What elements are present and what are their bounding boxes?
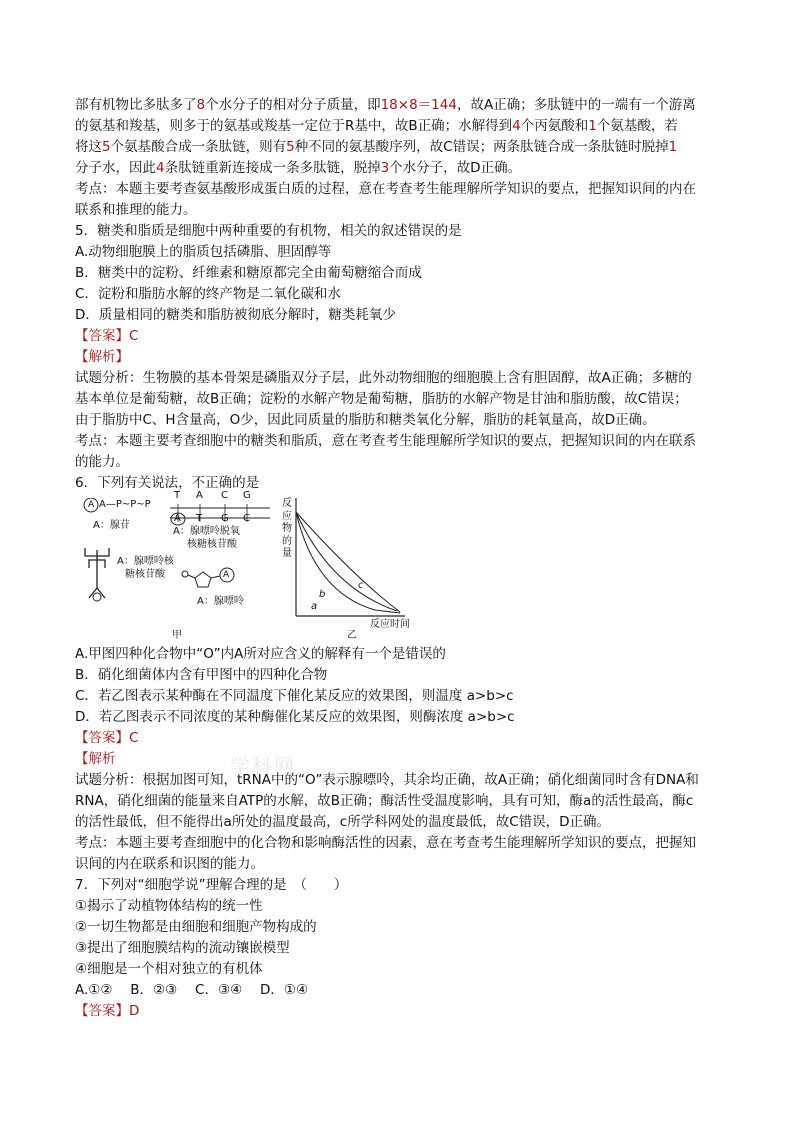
text-segment: ③提出了细胞膜结构的流动镶嵌模型	[75, 940, 290, 956]
text-segment: ①揭示了动植物体结构的统一性	[75, 898, 263, 914]
graph-y-label: 反 应 物 的 量	[282, 498, 292, 559]
text-segment: 5	[286, 139, 295, 155]
text-line	[75, 200, 725, 221]
pentose-shape	[195, 572, 211, 587]
text-line	[75, 431, 725, 452]
text-segment: 个氨基酸合成一条肽链，则有	[110, 139, 287, 155]
text-segment: 条肽链重新连接成一条多肽链，脱掉	[164, 160, 381, 176]
text-segment: D．若乙图表示不同浓度的某种酶催化某反应的效果图，则酶浓度 a>b>c	[75, 709, 515, 725]
atp-formula: A—P~P~P	[99, 499, 151, 510]
analysis-q4-continued	[75, 95, 725, 221]
document-body	[75, 95, 725, 1022]
text-line	[75, 410, 725, 431]
text-line	[75, 452, 725, 473]
text-line	[75, 116, 725, 137]
curve-b	[296, 512, 397, 611]
text-segment: 识间的内在联系和识图的能力。	[75, 856, 264, 872]
text-line	[75, 959, 725, 980]
text-segment: B．糖类中的淀粉、纤维素和糖原都完全由葡萄糖缩合而成	[75, 265, 422, 281]
text-segment: 18×8＝144	[380, 97, 457, 113]
atp-caption: A：腺苷	[93, 520, 130, 531]
text-segment: 的氨基和羧基，则多于的氨基或羧基一定位于R基中，故B正确；水解得到	[75, 118, 513, 134]
text-segment: 4	[512, 118, 521, 134]
text-line	[75, 875, 725, 896]
graph-x-label: 反应时间	[370, 619, 410, 630]
text-line	[75, 179, 725, 200]
text-line	[75, 242, 725, 263]
text-segment: ，故A正确；多肽链中的一端有一个游离	[456, 97, 696, 113]
text-segment: 分子水，因此	[75, 160, 156, 176]
text-segment: 个水分子，故D正确。	[389, 160, 522, 176]
text-segment: 6．下列有关说法，不正确的是	[75, 475, 260, 491]
text-line	[75, 1001, 725, 1022]
dna-base-top: C	[221, 490, 228, 501]
text-line	[75, 980, 725, 1001]
text-segment: 【解析	[75, 751, 116, 767]
text-line	[75, 665, 725, 686]
text-line	[75, 728, 725, 749]
text-segment: D．质量相同的糖类和脂肪被彻底分解时，糖类耗氧少	[75, 307, 396, 323]
text-line	[75, 305, 725, 326]
trna-caption-1: A：腺嘌呤核	[117, 556, 174, 567]
text-segment: 试题分析：根据加图可知，tRNA中的“O”表示腺嘌呤，其余均正确，故A正确；硝化细菌同时含有DNA和	[75, 772, 699, 788]
text-segment: 4	[156, 160, 165, 176]
dna-base-bottom: T	[196, 513, 203, 524]
figure-label-yi: 乙	[347, 630, 357, 641]
text-line	[75, 749, 725, 770]
text-line	[75, 284, 725, 305]
curve-label-a: a	[311, 601, 318, 612]
text-line	[75, 896, 725, 917]
curve-label-b: b	[319, 589, 326, 600]
text-line	[75, 791, 725, 812]
dna-caption-1: A：腺嘌呤脱氧	[173, 526, 240, 537]
text-segment: 考点：本题主要考查细胞中的化合物和影响酶活性的因素，意在考查考生能理解所学知识的要点，把握知	[75, 835, 696, 851]
text-line	[75, 158, 725, 179]
dna-base-bottom: C	[243, 513, 250, 524]
question-5	[75, 221, 725, 494]
text-line	[75, 917, 725, 938]
text-line	[75, 686, 725, 707]
text-segment: 基本单位是葡萄糖，故B正确；淀粉的水解产物是葡萄糖，脂肪的水解产物是甘油和脂肪酸，故C错误；	[75, 391, 688, 407]
text-segment: 部有机物比多肽多了	[75, 97, 197, 113]
text-segment: RNA，硝化细菌的能量来自ATP的水解，故B正确；酶活性受温度影响，具有可知，酶a的活性最高，酶c	[75, 793, 694, 809]
text-segment: 3	[380, 160, 390, 176]
text-segment: 8	[196, 97, 206, 113]
text-segment: B．硝化细菌体内含有甲图中的四种化合物	[75, 667, 328, 683]
text-segment: 5	[102, 139, 111, 155]
dna-base-top: T	[174, 490, 181, 501]
text-line	[75, 833, 725, 854]
figure-label-jia: 甲	[172, 630, 182, 641]
text-line	[75, 770, 725, 791]
question-6-figure	[75, 490, 725, 642]
text-segment: 个水分子的相对分子质量，即	[205, 97, 381, 113]
text-segment: 【答案】D	[75, 1003, 140, 1019]
text-line	[75, 854, 725, 875]
text-line	[75, 326, 725, 347]
text-segment: 7．下列对“细胞学说”理解合理的是 （ ）	[75, 877, 348, 893]
trna-shape	[85, 548, 109, 598]
trna-adenine-circle	[93, 593, 101, 601]
dna-base-top: G	[243, 490, 251, 501]
text-segment: 试题分析：生物膜的基本骨架是磷脂双分子层，此外动物细胞的细胞膜上含有胆固醇，故A正确；多糖的	[75, 370, 692, 386]
text-segment: 1	[588, 118, 597, 134]
text-line	[75, 812, 725, 833]
text-line	[75, 221, 725, 242]
text-segment: C．淀粉和脂肪水解的终产物是二氧化碳和水	[75, 286, 341, 302]
text-line	[75, 707, 725, 728]
text-segment: ②一切生物都是由细胞和细胞产物构成的	[75, 919, 317, 935]
curve-label-c: c	[358, 580, 364, 591]
atp-adenosine-letter: A	[88, 500, 95, 510]
text-line	[75, 263, 725, 284]
text-segment: 1	[668, 139, 678, 155]
text-segment: ④细胞是一个相对独立的有机体	[75, 961, 263, 977]
text-segment: 将这	[75, 139, 102, 155]
text-line	[75, 95, 725, 116]
text-segment: 个丙氨酸和	[520, 118, 589, 134]
text-segment: 【解析】	[75, 349, 129, 365]
text-segment: 种不同的氨基酸序列，故C错误；两条肽链合成一条肽链时脱掉	[294, 139, 669, 155]
curve-a	[296, 512, 400, 613]
trna-caption-2: 糖核苷酸	[125, 569, 165, 580]
text-segment: A.甲图四种化合物中“O”内A所对应含义的解释有一个是错误的	[75, 646, 446, 662]
dna-base-top: A	[196, 490, 203, 501]
text-line	[75, 389, 725, 410]
text-line	[75, 473, 725, 494]
text-segment: 考点：本题主要考查细胞中的糖类和脂质，意在考查考生能理解所学知识的要点，把握知识间的内在联系	[75, 433, 696, 449]
text-line	[75, 644, 725, 665]
text-segment: C．若乙图表示某种酶在不同温度下催化某反应的效果图，则温度 a>b>c	[75, 688, 514, 704]
text-segment: 联系和推理的能力。	[75, 202, 197, 218]
watermark: 学科网	[230, 754, 296, 778]
text-segment: 由于脂肪中C、H含量高，O少，因此同质量的脂肪和糖类氧化分解，脂肪的耗氧量高，故D正确。	[75, 412, 656, 428]
nucleotide-caption: A：腺嘌呤	[197, 596, 244, 607]
text-segment: 考点：本题主要考查氨基酸形成蛋白质的过程，意在考查考生能理解所学知识的要点，把握知识间的内在	[75, 181, 696, 197]
text-segment: 5．糖类和脂质是细胞中两种重要的有机物，相关的叙述错误的是	[75, 223, 462, 239]
text-segment: 的活性最低，但不能得出a所处的温度最高，c所学科网处的温度最低，故C错误，D正确。	[75, 814, 611, 830]
text-segment: A.①② B．②③ C．③④ D．①④	[75, 982, 309, 998]
dna-base-bottom: A	[174, 513, 181, 524]
text-line	[75, 368, 725, 389]
text-line	[75, 938, 725, 959]
nucleotide-adenine-letter: A	[223, 570, 230, 580]
text-line	[75, 137, 725, 158]
text-segment: 的能力。	[75, 454, 129, 470]
dna-base-bottom: G	[221, 513, 229, 524]
text-line	[75, 347, 725, 368]
dna-caption-2: 核糖核苷酸	[187, 539, 237, 550]
question-6-and-7	[75, 644, 725, 1022]
text-segment: 【答案】C	[75, 328, 139, 344]
text-segment: A.动物细胞膜上的脂质包括磷脂、胆固醇等	[75, 244, 332, 260]
text-segment: 个氨基酸，若	[596, 118, 678, 134]
text-segment: 【答案】C	[75, 730, 139, 746]
curve-c	[296, 512, 400, 612]
